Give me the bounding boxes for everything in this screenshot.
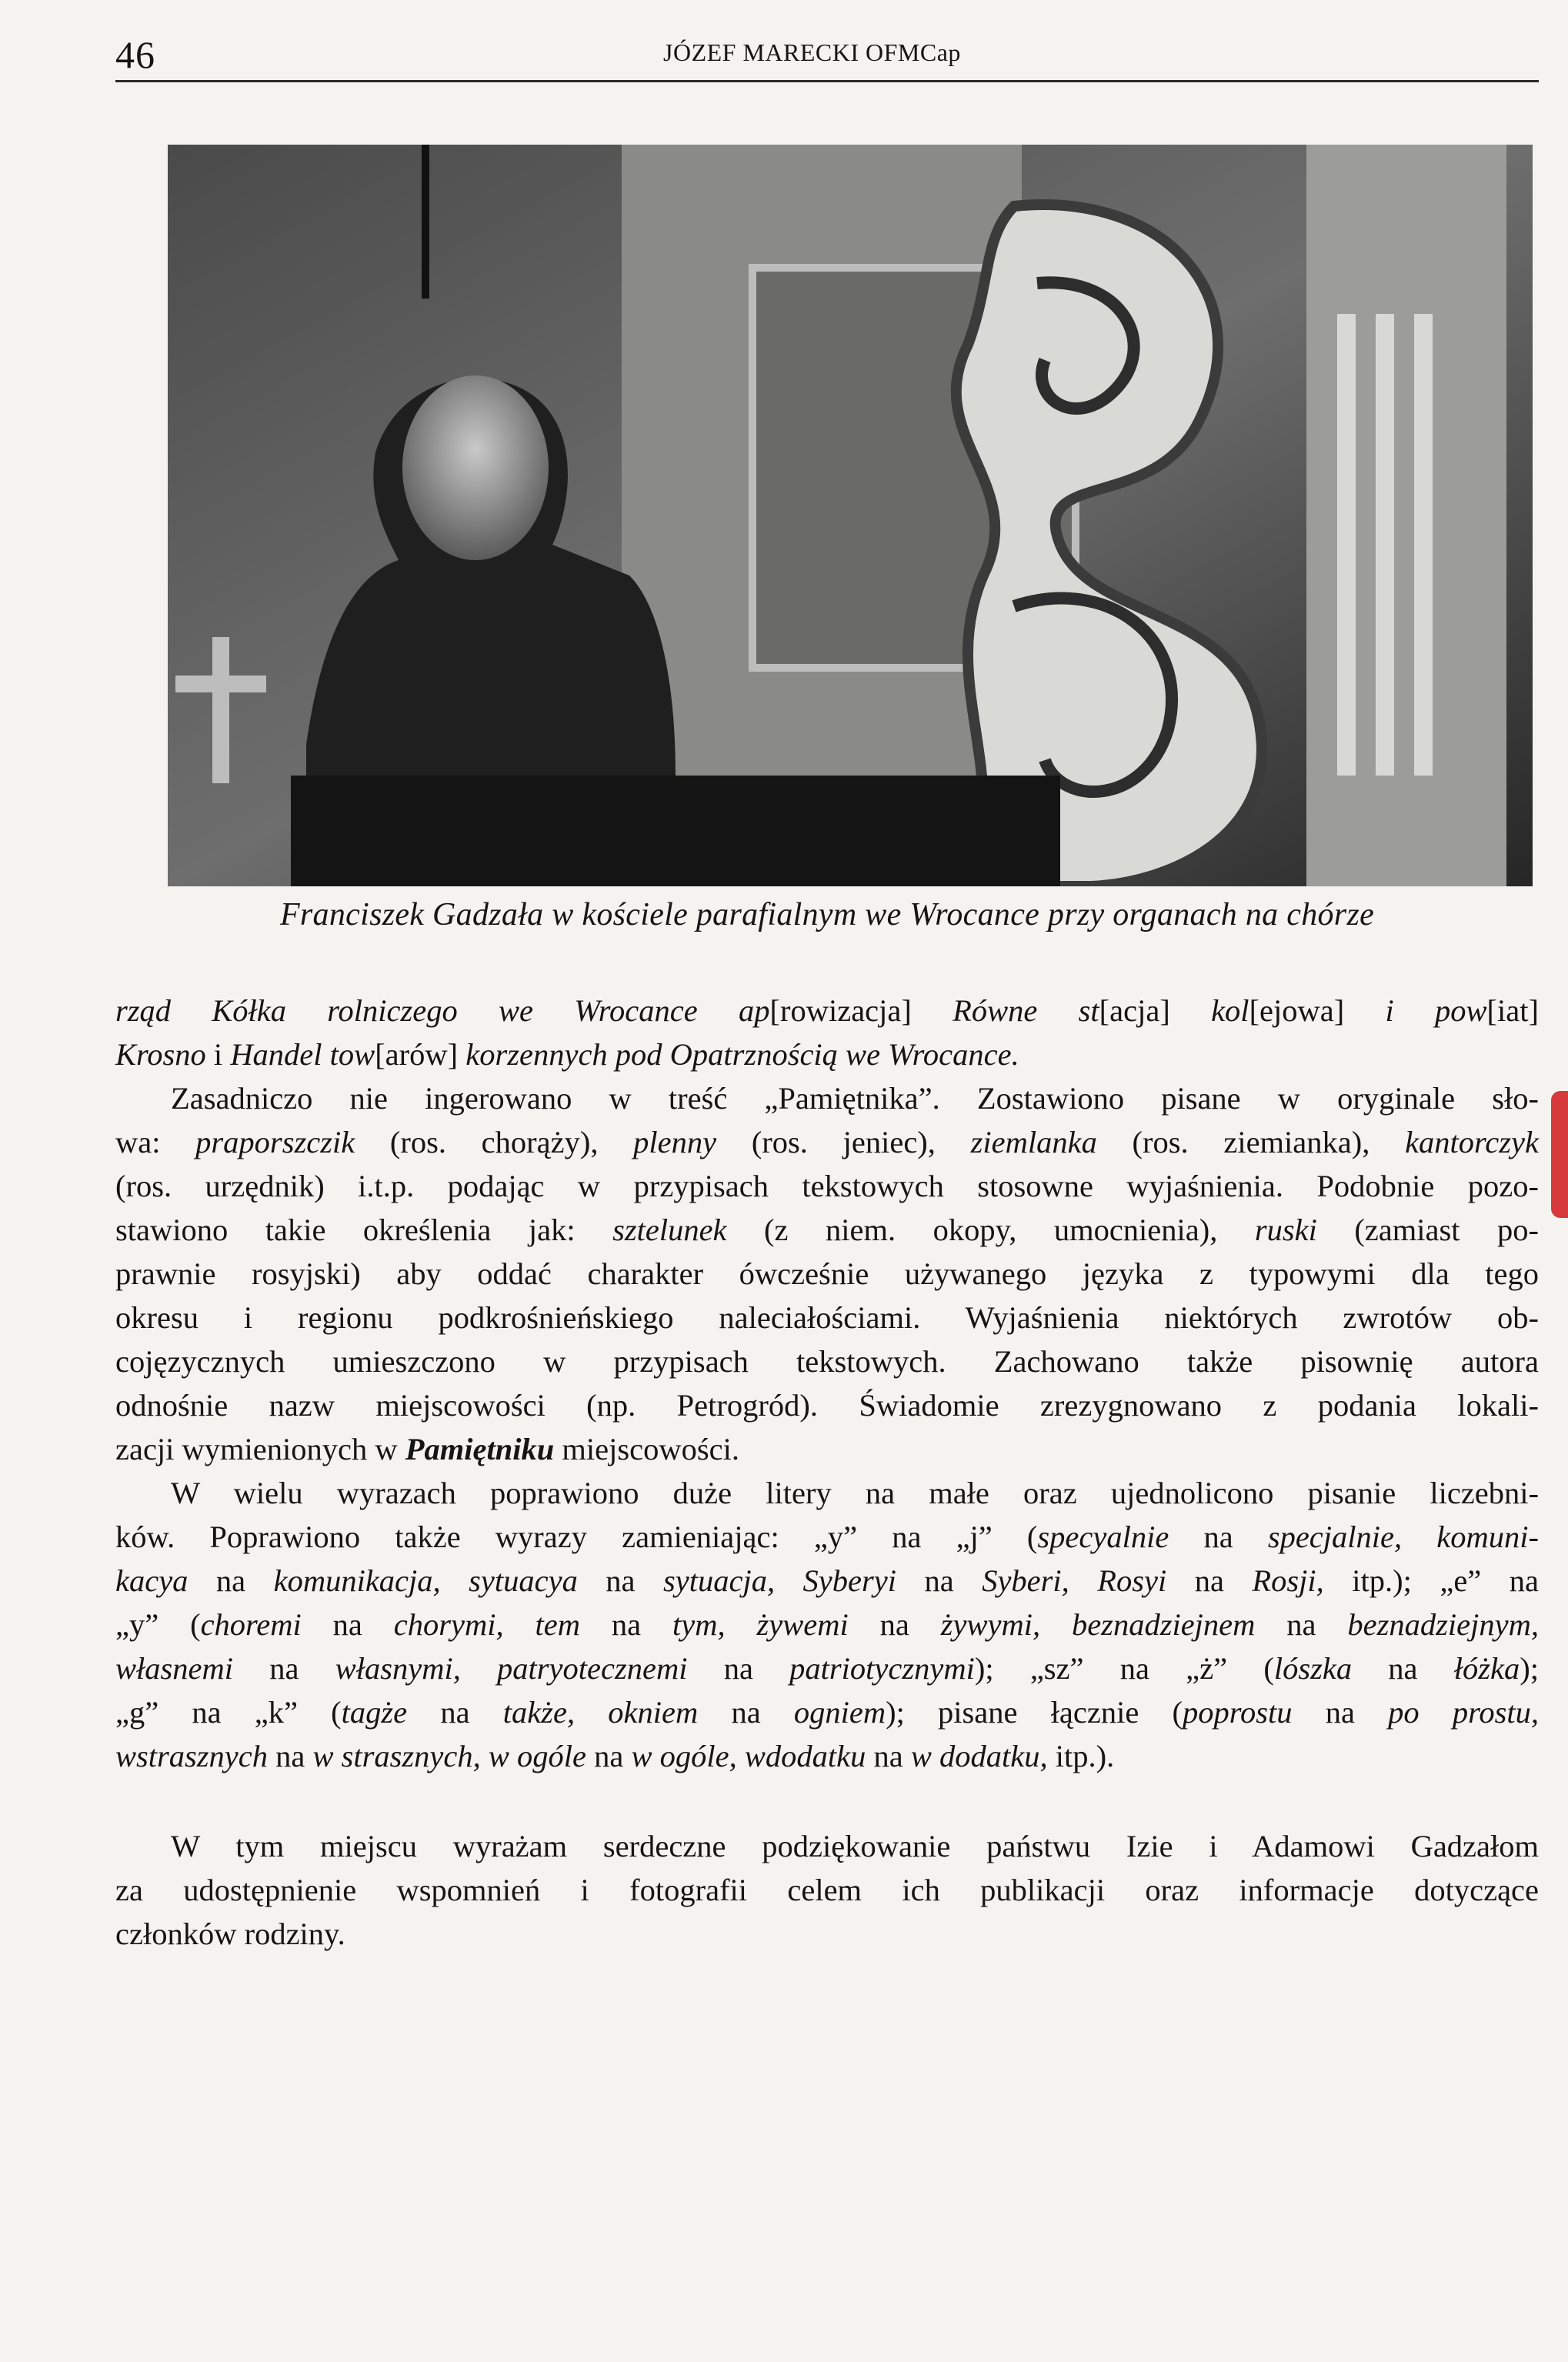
- text-line: okresu i regionu podkrośnieńskiego naleciałościami. Wyjaśnienia niektórych zwrotów ob-: [115, 1300, 1539, 1335]
- text-line: prawnie rosyjski) aby oddać charakter ówcześnie używanego języka z typowymi dla tego: [115, 1256, 1539, 1291]
- body-text: [115, 989, 1539, 1956]
- text-line: cojęzycznych umieszczono w przypisach tekstowych. Zachowano także pisownię autora: [115, 1344, 1539, 1379]
- organist-photo: [168, 145, 1533, 886]
- organist-face: [402, 375, 549, 560]
- running-head: [115, 32, 1539, 78]
- text-line: (ros. urzędnik) i.t.p. podając w przypisach tekstowych stosowne wyjaśnienia. Podobnie pozo-: [115, 1169, 1539, 1203]
- text-line: „y” (choremi na chorymi, tem na tym, żywemi na żywymi, beznadziejnem na beznadziejnym,: [115, 1607, 1539, 1642]
- pillar: [1306, 145, 1506, 886]
- text-line: Zasadniczo nie ingerowano w treść „Pamiętnika”. Zostawiono pisane w oryginale sło-: [171, 1081, 1539, 1116]
- running-title: JÓZEF MARECKI OFMCap: [663, 38, 961, 66]
- paragraph-1: [115, 989, 1539, 1076]
- text-line: kacya na komunikacja, sytuacya na sytuacja, Syberyi na Syberi, Rosyi na Rosji, itp.); „e” na: [115, 1563, 1539, 1598]
- edge-mark: [1551, 1091, 1568, 1218]
- text-line: członków rodziny.: [115, 1917, 345, 1951]
- paragraph-2: [115, 1076, 1539, 1471]
- paragraph-4: [115, 1824, 1539, 1956]
- text-line: „g” na „k” (tagże na także, okniem na ogniem); pisane łącznie (poprostu na po prostu,: [115, 1695, 1539, 1730]
- photo-illustration: [168, 145, 1533, 886]
- text-line: wa: praporszczik (ros. chorąży), plenny (ros. jeniec), ziemlanka (ros. ziemianka), kantorczyk: [115, 1125, 1539, 1159]
- text-line: własnemi na własnymi, patryotecznemi na patriotycznymi); „sz” na „ż” (lószka na łóżka);: [115, 1651, 1539, 1686]
- figure-caption: Franciszek Gadzała w kościele parafialnym we Wrocance przy organach na chórze: [279, 897, 1375, 932]
- text-line: stawiono takie określenia jak: sztelunek (z niem. okopy, umocnienia), ruski (zamiast po-: [115, 1213, 1540, 1247]
- text-line: odnośnie nazw miejscowości (np. Petrogród). Świadomie zrezygnowano z podania lokali-: [115, 1388, 1539, 1423]
- text-line: za udostępnienie wspomnień i fotografii celem ich publikacji oraz informacje dotyczące: [115, 1873, 1539, 1907]
- paragraph-3: [115, 1471, 1539, 1778]
- text-line: W wielu wyrazach poprawiono duże litery na małe oraz ujednolicono pisanie liczebni-: [171, 1476, 1539, 1510]
- text-line: zacji wymienionych w Pamiętniku miejscowości.: [115, 1432, 740, 1466]
- text-line: rząd Kółka rolniczego we Wrocance ap[rowizacja] Równe st[acja] kol[ejowa] i pow[iat]: [115, 993, 1540, 1028]
- text-line: ków. Poprawiono także wyrazy zamieniając: „y” na „j” (specyalnie na specjalnie, komuni-: [115, 1520, 1539, 1554]
- page-number: 46: [115, 33, 155, 76]
- header-rule: [115, 80, 1539, 82]
- text-line: wstrasznych na w strasznych, w ogóle na w ogóle, wdodatku na w dodatku, itp.).: [115, 1739, 1115, 1773]
- organ-console: [291, 776, 1060, 886]
- text-line: Krosno i Handel tow[arów] korzennych pod Opatrznością we Wrocance.: [115, 1037, 1019, 1072]
- paragraph-gap: [115, 1778, 1539, 1824]
- text-line: W tym miejscu wyrażam serdeczne podziękowanie państwu Izie i Adamowi Gadzałom: [171, 1829, 1539, 1863]
